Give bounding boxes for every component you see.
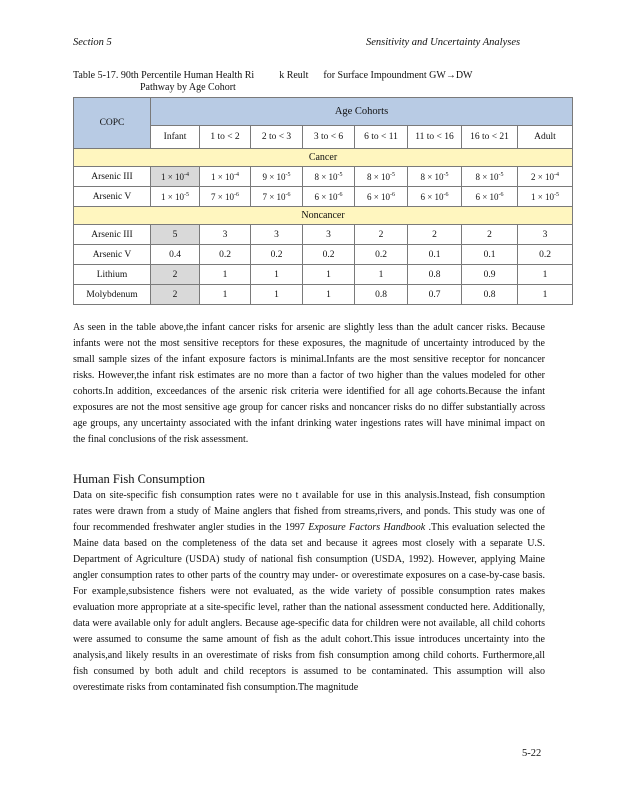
risk-value: $8 \times 10^{-5}$ (462, 167, 518, 187)
cancer-section-row: Cancer (74, 149, 573, 167)
chemical-name: Molybdenum (74, 285, 151, 305)
table-row (74, 245, 573, 265)
hazard-value: 0.1 (408, 245, 462, 265)
chemical-name: Arsenic III (74, 225, 151, 245)
hazard-value: 0.4 (151, 245, 200, 265)
noncancer-section-row: Noncancer (74, 207, 573, 225)
hazard-value: 0.8 (355, 285, 408, 305)
age-cohorts-header: Age Cohorts (151, 98, 573, 126)
caption-line-2: Pathway by Age Cohort (140, 82, 236, 93)
hazard-value: 0.8 (462, 285, 518, 305)
caption-line-1: Table 5-17. 90th Percentile Human Health Ri k Reult for Surface Impoundment GW→DW (73, 70, 473, 81)
risk-value: $6 \times 10^{-6}$ (355, 187, 408, 207)
table-row (74, 167, 573, 187)
hazard-value: 1 (251, 285, 303, 305)
hazard-value: 0.8 (408, 265, 462, 285)
hazard-value: 3 (200, 225, 251, 245)
body-paragraph-infant-risks: As seen in the table above,the infant cancer risks for arsenic are slightly less than the adult cancer risks. Because infants were not the most sensitive receptors for these exposures, the magnitude of uncertainty introduced by the small sample sizes of the infant exposure factors is minimal.Infants are the most sensitive receptor for noncancer risks. However,the infant risk estimates are no more than a factor of two higher than the values modeled for other cohorts.In addition, exceedances of the arsenic risk criteria were identified for all age cohorts.Because the infant exposures are not the most sensitive age group for cancer risks and noncancer risks do no differ substantially across age groups, any uncertainty associated with the infant drinking water ingestions rates will have minimal impact on the final conclusions of the risk assessment. (73, 322, 545, 445)
age-group-header: 6 to < 11 (355, 126, 408, 149)
hazard-value: 1 (200, 265, 251, 285)
body-paragraph-fish-consumption: Data on site-specific fish consumption rates were no t available for use in this analysis.Instead, fish consumption rates were drawn from a study of Maine anglers that fished from streams,rivers, and ponds. This study was one of four recommended freshwater angler studies in the 1997 Exposure Factors Handbook .This evaluation selected the Maine data based on the completeness of the data set and because it agrees most closely with a separate U.S. Department of Agriculture (USDA) study of national fish consumption (USDA, 1992). However, applying Maine angler consumption rates to other parts of the country may under- or overestimate exposures on a case-by-case basis. For example,subsistence fishers were not evaluated, as the wide variety of possible consumption rates makes evaluation more appropriate at a site-specific level, rather than the national assessment conducted here. Additionally, data were available only for adult anglers. Because age-specific data for children were not available, all child cohorts were assumed to consume the same amount of fish as the adult cohort.This issue introduces uncertainty into the analysis,and likely results in an overestimate of risks from fish consumption among child cohorts. Furthermore,all fish consumed by both adult and child receptors is assumed to be contaminated. This assumption will also overestimate risks from contaminated fish consumption.The magnitude (73, 490, 545, 693)
chemical-name: Arsenic V (74, 187, 151, 207)
hazard-value: 2 (151, 265, 200, 285)
hazard-value: 1 (355, 265, 408, 285)
risk-value: $8 \times 10^{-5}$ (355, 167, 408, 187)
hazard-value: 0.2 (200, 245, 251, 265)
hazard-value: 0.2 (518, 245, 573, 265)
hazard-value: 2 (355, 225, 408, 245)
page-number: 5-22 (522, 748, 542, 759)
handbook-title: Exposure Factors Handbook (308, 522, 426, 533)
risk-value: $8 \times 10^{-5}$ (408, 167, 462, 187)
hazard-value: 2 (408, 225, 462, 245)
age-group-header: 16 to < 21 (462, 126, 518, 149)
hazard-value: 3 (518, 225, 573, 245)
hazard-value: 1 (303, 285, 355, 305)
hazard-value: 0.9 (462, 265, 518, 285)
table-row (74, 285, 573, 305)
table-row (74, 187, 573, 207)
risk-value: $6 \times 10^{-6}$ (462, 187, 518, 207)
hazard-value: 1 (518, 265, 573, 285)
risk-value: $8 \times 10^{-5}$ (303, 167, 355, 187)
age-group-header: 2 to < 3 (251, 126, 303, 149)
age-group-header: Adult (518, 126, 573, 149)
running-header-section: Section 5 (73, 37, 112, 48)
hazard-value: 0.2 (303, 245, 355, 265)
risk-value: $6 \times 10^{-6}$ (408, 187, 462, 207)
chemical-name: Lithium (74, 265, 151, 285)
hazard-value: 1 (518, 285, 573, 305)
risk-value: $9 \times 10^{-5}$ (251, 167, 303, 187)
hazard-value: 5 (151, 225, 200, 245)
hazard-value: 0.7 (408, 285, 462, 305)
chemical-name: Arsenic V (74, 245, 151, 265)
age-group-header: 1 to < 2 (200, 126, 251, 149)
risk-value: $1 \times 10^{-5}$ (518, 187, 573, 207)
hazard-value: 2 (462, 225, 518, 245)
risk-value: $1 \times 10^{-4}$ (200, 167, 251, 187)
hazard-value: 0.2 (355, 245, 408, 265)
table-row (74, 265, 573, 285)
hazard-value: 0.2 (251, 245, 303, 265)
age-group-header: Infant (151, 126, 200, 149)
hazard-value: 3 (303, 225, 355, 245)
chemical-name: Arsenic III (74, 167, 151, 187)
hazard-value: 1 (200, 285, 251, 305)
risk-value: $7 \times 10^{-6}$ (200, 187, 251, 207)
hazard-value: 0.1 (462, 245, 518, 265)
hazard-value: 1 (251, 265, 303, 285)
risk-table (73, 97, 573, 305)
risk-value: $6 \times 10^{-6}$ (303, 187, 355, 207)
risk-value: $1 \times 10^{-4}$ (151, 167, 200, 187)
section-heading-fish-consumption: Human Fish Consumption (73, 472, 205, 486)
hazard-value: 1 (303, 265, 355, 285)
age-group-header: 11 to < 16 (408, 126, 462, 149)
copc-header: COPC (74, 98, 151, 149)
risk-value: $1 \times 10^{-5}$ (151, 187, 200, 207)
risk-value: $7 \times 10^{-6}$ (251, 187, 303, 207)
age-group-header: 3 to < 6 (303, 126, 355, 149)
table-row (74, 225, 573, 245)
hazard-value: 3 (251, 225, 303, 245)
table-caption (73, 70, 553, 94)
running-header-title: Sensitivity and Uncertainty Analyses (366, 37, 521, 48)
risk-value: $2 \times 10^{-4}$ (518, 167, 573, 187)
hazard-value: 2 (151, 285, 200, 305)
